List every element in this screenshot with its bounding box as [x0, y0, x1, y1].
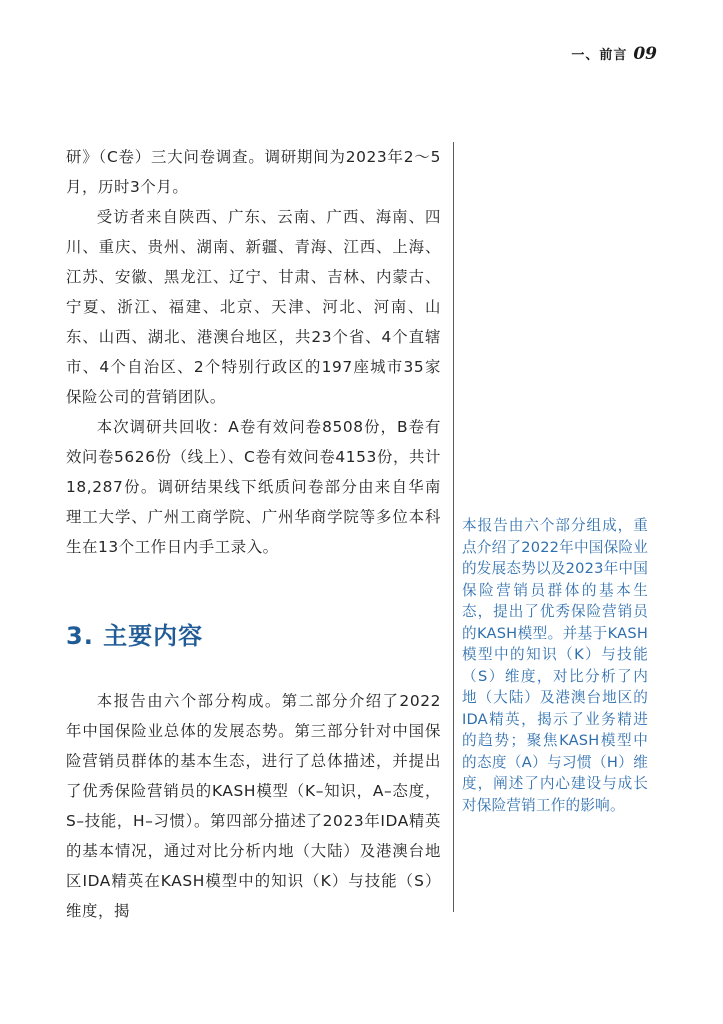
column-divider	[453, 142, 454, 912]
page-number: 09	[633, 44, 657, 64]
main-column	[66, 142, 441, 926]
page-header	[571, 44, 657, 64]
paragraph-survey-period: 研》（C卷）三大问卷调查。调研期间为2023年2～5月，历时3个月。	[66, 148, 441, 196]
section-heading-main-content: 3. 主要内容	[66, 622, 204, 650]
sidebar-summary-text: 本报告由六个部分组成，重点介绍了2022年中国保险业的发展态势以及2023年中国保险营销员群体的基本生态，提出了优秀保险营销员的KASH模型。并基于KASH模型中的知识（K）与技能（S）维度，对比分析了内地（大陆）及港澳台地区的IDA精英，揭示了业务精进的趋势；聚焦KASH模型中的态度（A）与习惯（H）维度，阐述了内心建设与成长对保险营销工作的影响。	[462, 517, 648, 814]
paragraph-respondents: 受访者来自陕西、广东、云南、广西、海南、四川、重庆、贵州、湖南、新疆、青海、江西、上海、江苏、安徽、黑龙江、辽宁、甘肃、吉林、内蒙古、宁夏、浙江、福建、北京、天津、河北、河南、山东、山西、湖北、港澳台地区，共23个省、4个直辖市、4个自治区、2个特别行政区的197座城市35家保险公司的营销团队。	[66, 208, 441, 406]
paragraph-report-structure: 本报告由六个部分构成。第二部分介绍了2022年中国保险业总体的发展态势。第三部分针对中国保险营销员群体的基本生态，进行了总体描述，并提出了优秀保险营销员的KASH模型（K–知识，A–态度，S–技能，H–习惯）。第四部分描述了2023年IDA精英的基本情况，通过对比分析内地（大陆）及港澳台地区IDA精英在KASH模型中的知识（K）与技能（S）维度，揭	[66, 692, 441, 920]
paragraph-responses: 本次调研共回收：A卷有效问卷8508份，B卷有效问卷5626份（线上）、C卷有效问卷4153份，共计18,287份。调研结果线下纸质问卷部分由来自华南理工大学、广州工商学院、广州华商学院等多位本科生在13个工作日内手工录入。	[66, 418, 441, 556]
header-section-title: 一、前言	[571, 48, 628, 63]
sidebar-summary	[462, 515, 648, 816]
